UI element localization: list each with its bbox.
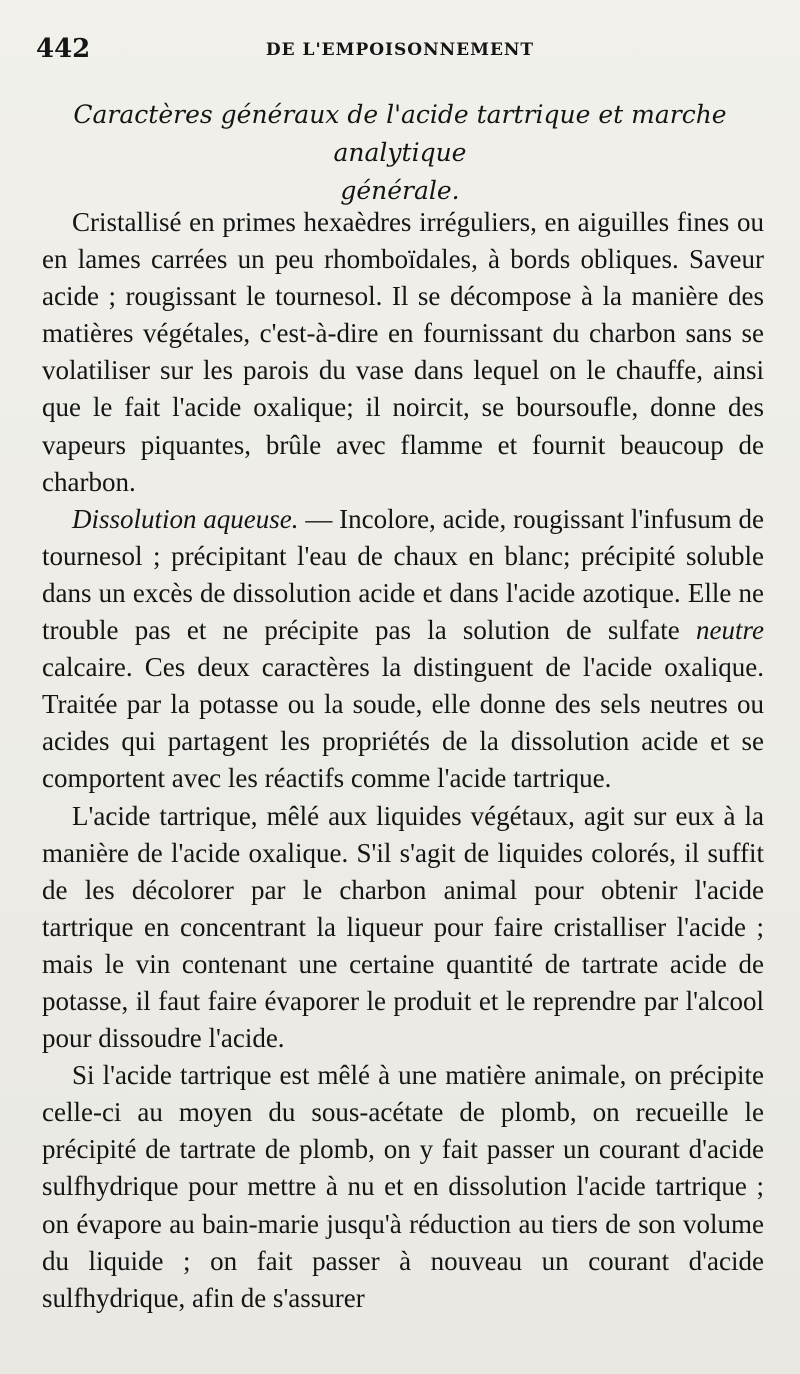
- paragraph-2-lead: Dissolution aqueuse.: [72, 503, 299, 534]
- body-text: [42, 204, 764, 1317]
- page-number: 442: [36, 34, 91, 64]
- paragraph-2-text-b: calcaire. Ces deux caractères la distinguent de l'acide oxalique. Traitée par la potasse ou la soude, elle donne des sels neutres ou acides qui partagent les propriétés de la dissolution acide et se comportent avec les réactifs comme l'acide tartrique.: [42, 652, 764, 794]
- paragraph-3: L'acide tartrique, mêlé aux liquides végétaux, agit sur eux à la manière de l'acide oxalique. S'il s'agit de liquides colorés, il suffit de les décolorer par le charbon animal pour obtenir l'acide tartrique en concentrant la liqueur pour faire cristalliser l'acide ; mais le vin contenant une certaine quantité de tartrate acide de potasse, il faut faire évaporer le produit et le reprendre par l'alcool pour dissoudre l'acide.: [42, 800, 764, 1054]
- paragraph-4: Si l'acide tartrique est mêlé à une matière animale, on précipite celle-ci au moyen du sous-acétate de plomb, on recueille le précipité de tartrate de plomb, on y fait passer un courant d'acide sulfhydrique pour mettre à nu et en dissolution l'acide tartrique ; on évapore au bain-marie jusqu'à réduction au tiers de son volume du liquide ; on fait passer à nouveau un courant d'acide sulfhydrique, afin de s'assurer: [42, 1060, 764, 1313]
- section-title-line-1: Caractères généraux de l'acide tartrique et marche analytique: [73, 100, 727, 167]
- paragraph-2: [42, 501, 764, 798]
- paragraph-2-text-a: — Incolore, acide, rougissant l'infusum de tournesol ; précipitant l'eau de chaux en blanc; précipité soluble dans un excès de dissolution acide et dans l'acide azotique. Elle ne trouble pas et ne précipite pas la solution de sulfate: [42, 503, 764, 646]
- section-title: [36, 96, 764, 210]
- section-title-line-2: générale.: [340, 176, 460, 205]
- running-head: DE L'EMPOISONNEMENT: [265, 40, 535, 60]
- paragraph-2-emphasis: neutre: [696, 615, 764, 646]
- paragraph-1: Cristallisé en primes hexaèdres irréguliers, en aiguilles fines ou en lames carrées un peu rhomboïdales, à bords obliques. Saveur acide ; rougissant le tournesol. Il se décompose à la manière des matières végétales, c'est-à-dire en fournissant du charbon sans se volatiliser sur les parois du vase dans lequel on le chauffe, ainsi que le fait l'acide oxalique; il noircit, se boursoufle, donne des vapeurs piquantes, brûle avec flamme et fournit beaucoup de charbon.: [42, 207, 764, 497]
- page-header: [36, 34, 764, 74]
